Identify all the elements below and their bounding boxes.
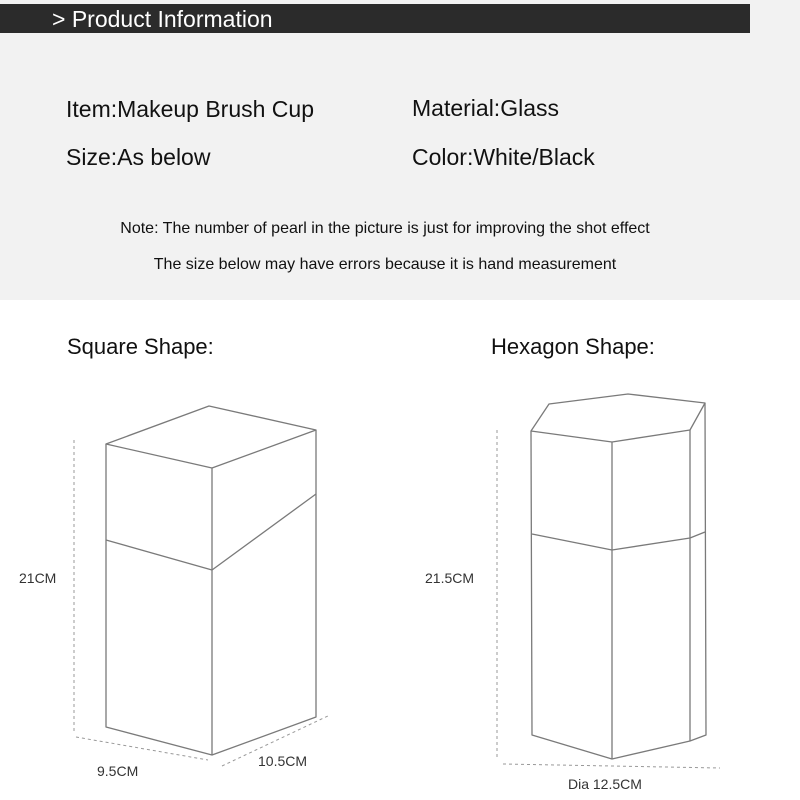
square-shape-title: Square Shape: (67, 334, 214, 359)
hexagon-diameter-line (503, 764, 720, 768)
square-height-label: 21CM (19, 570, 57, 586)
hexagon-height-label: 21.5CM (425, 570, 475, 586)
header-title: > Product Information (52, 6, 273, 32)
note-line-2: The size below may have errors because it is hand measurement (153, 256, 617, 273)
square-depth-label: 10.5CM (258, 753, 308, 769)
hexagon-shape-title: Hexagon Shape: (491, 334, 655, 359)
hexagon-diameter-label: Dia 12.5CM (568, 776, 642, 792)
note-line-1: Note: The number of pearl in the picture is just for improving the shot effect (120, 220, 650, 237)
square-width-label: 9.5CM (97, 763, 139, 779)
hexagon-cup-drawing (531, 394, 706, 759)
material-label: Material:Glass (412, 95, 559, 121)
size-label: Size:As below (66, 144, 211, 170)
color-label: Color:White/Black (412, 144, 595, 170)
item-label: Item:Makeup Brush Cup (66, 96, 315, 122)
square-cup-drawing (106, 406, 316, 755)
